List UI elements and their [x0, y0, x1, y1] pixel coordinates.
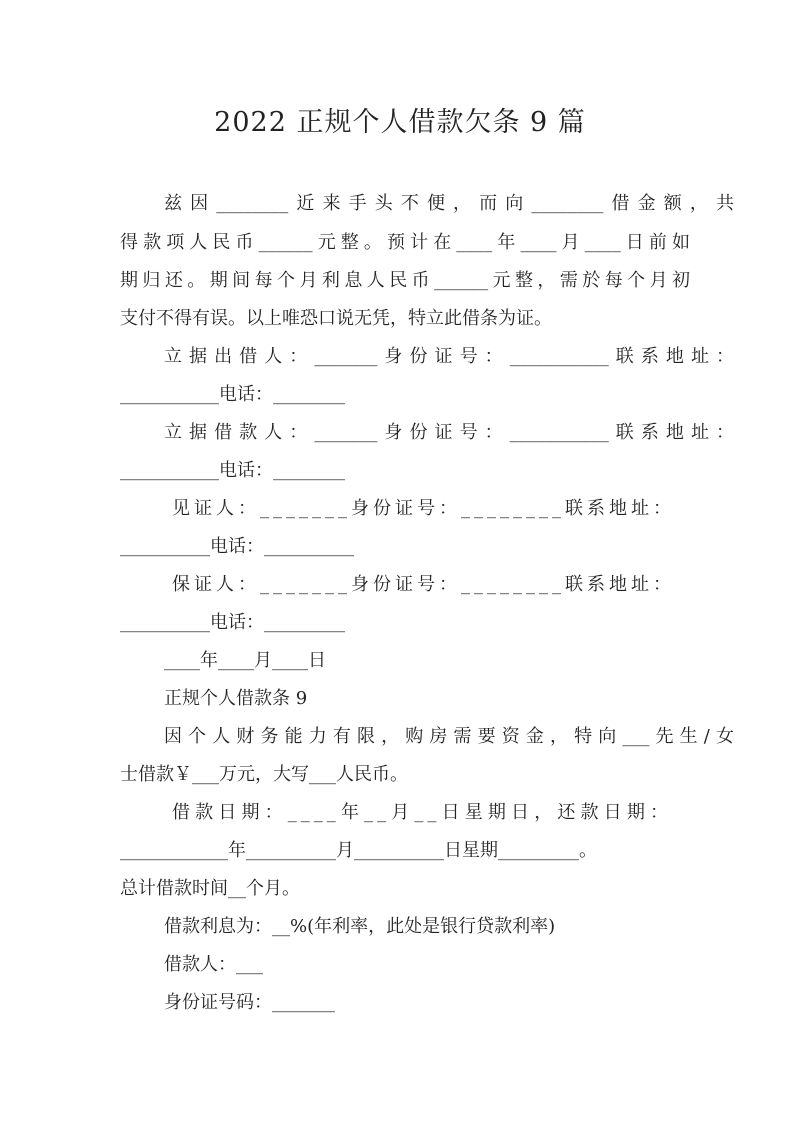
- borrower-phone-line: ___________电话：________: [120, 460, 345, 481]
- date-line: ____年____月____日: [164, 650, 326, 671]
- repay-date-line: ____________年__________月__________日星期_________。: [120, 840, 597, 861]
- paragraph-line: 期归还。期间每个月利息人民币______元整，需於每个月初: [120, 270, 690, 291]
- paragraph-line: 得款项人民币______元整。预计在____年____月____日前如: [120, 232, 690, 253]
- paragraph-line: 因个人财务能力有限，购房需要资金，特向___先生/女: [164, 726, 734, 747]
- lender-phone-line: ___________电话：________: [120, 384, 345, 405]
- document-title: 2022 正规个人借款欠条 9 篇: [214, 107, 586, 138]
- borrower-sign-line: 借款人：___: [164, 954, 263, 975]
- guarantor-phone-line: __________电话：_________: [120, 612, 345, 633]
- loan-period-line: 总计借款时间__个月。: [120, 878, 300, 899]
- id-number-line: 身份证号码：_______: [164, 992, 335, 1013]
- paragraph-line: 士借款￥___万元，大写___人民币。: [120, 764, 408, 785]
- paragraph-line: 支付不得有误。以上唯恐口说无凭，特立此借条为证。: [120, 308, 552, 329]
- lender-line: 立据出借人：_______身份证号：___________联系地址：: [164, 346, 734, 367]
- witness-line: 见证人：_______身份证号：________联系地址：: [172, 498, 675, 519]
- section-heading: 正规个人借款条 9: [164, 688, 308, 709]
- guarantor-line: 保证人：_______身份证号：________联系地址：: [172, 574, 675, 595]
- loan-date-line: 借款日期：____年__月__日星期日，还款日期：: [172, 802, 672, 823]
- paragraph-line: 兹因________近来手头不便，而向________借金额，共: [164, 193, 734, 214]
- interest-line: 借款利息为：__%(年利率，此处是银行贷款利率): [164, 916, 556, 937]
- borrower-line: 立据借款人：_______身份证号：___________联系地址：: [164, 422, 734, 443]
- witness-phone-line: __________电话：__________: [120, 536, 354, 557]
